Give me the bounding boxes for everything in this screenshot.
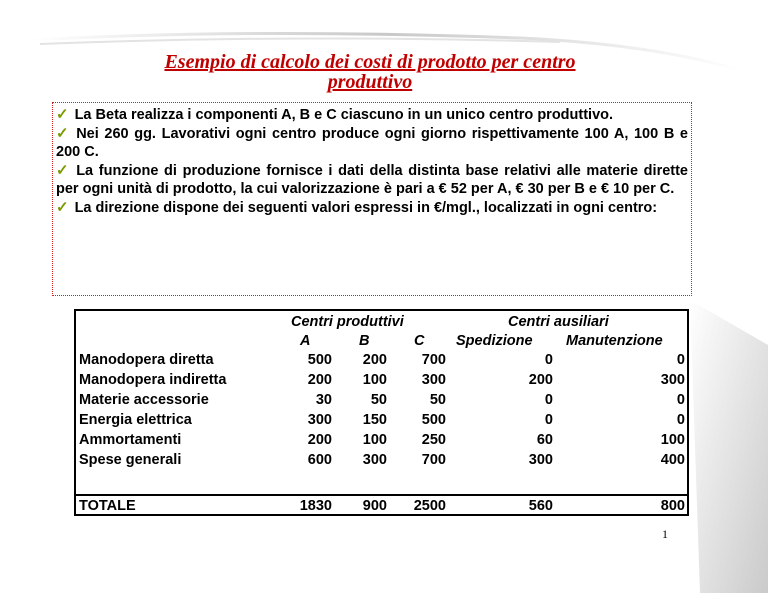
row-label: Materie accessorie	[79, 392, 209, 408]
table-cell: 60	[536, 432, 553, 448]
table-cell: 30	[315, 392, 332, 408]
title-line-1: Esempio di calcolo dei costi di prodotto per centro	[164, 51, 576, 73]
table-cell: 200	[307, 432, 332, 448]
total-cell: 2500	[413, 498, 446, 514]
check-mark-icon: ✓	[56, 161, 71, 179]
col-header-manutenzione: Manutenzione	[566, 333, 663, 349]
table-cell: 300	[528, 452, 553, 468]
total-cell: 1830	[299, 498, 332, 514]
table-cell: 500	[421, 412, 446, 428]
col-header-spedizione: Spedizione	[456, 333, 533, 349]
table-cell: 0	[544, 412, 553, 428]
table-cell: 300	[307, 412, 332, 428]
total-cell: 560	[528, 498, 553, 514]
total-separator	[76, 494, 687, 496]
table-cell: 0	[676, 412, 685, 428]
table-cell: 0	[544, 392, 553, 408]
row-label: Manodopera diretta	[79, 352, 214, 368]
page-number: 1	[662, 527, 668, 541]
col-header-c: C	[414, 333, 425, 349]
title-line-2: produttivo	[327, 71, 413, 93]
total-label: TOTALE	[79, 498, 136, 514]
table-cell: 0	[544, 352, 553, 368]
table-cell: 200	[362, 352, 387, 368]
table-cell: 50	[370, 392, 387, 408]
row-label: Manodopera indiretta	[79, 372, 227, 388]
bullet-item: ✓ La funzione di produzione fornisce i dati della distinta base relativi alle materie dirette per ogni unità di prodotto, la cui valorizzazione è pari a € 52 per A, € 30 per B e € 10 per C.	[56, 161, 688, 197]
table-cell: 200	[528, 372, 553, 388]
bullet-list	[52, 102, 692, 296]
row-label: Ammortamenti	[79, 432, 182, 448]
table-cell: 100	[362, 372, 387, 388]
table-cell: 700	[421, 352, 446, 368]
row-label: Spese generali	[79, 452, 182, 468]
check-mark-icon: ✓	[56, 106, 69, 123]
table-cell: 300	[660, 372, 685, 388]
row-label: Energia elettrica	[79, 412, 192, 428]
table-cell: 100	[362, 432, 387, 448]
table-cell: 0	[676, 352, 685, 368]
table-cell: 700	[421, 452, 446, 468]
cost-table	[74, 309, 689, 516]
table-cell: 250	[421, 432, 446, 448]
table-cell: 300	[362, 452, 387, 468]
check-mark-icon: ✓	[56, 124, 71, 142]
total-cell: 900	[362, 498, 387, 514]
total-cell: 800	[660, 498, 685, 514]
col-header-a: A	[300, 333, 311, 349]
table-cell: 500	[307, 352, 332, 368]
table-cell: 300	[421, 372, 446, 388]
slide-title	[110, 52, 630, 92]
col-header-b: B	[359, 333, 370, 349]
group-header-production: Centri produttivi	[291, 314, 404, 330]
table-cell: 150	[362, 412, 387, 428]
table-cell: 200	[307, 372, 332, 388]
group-header-auxiliary: Centri ausiliari	[508, 314, 609, 330]
table-cell: 600	[307, 452, 332, 468]
check-mark-icon: ✓	[56, 198, 69, 216]
bullet-item: ✓ Nei 260 gg. Lavorativi ogni centro produce ogni giorno rispettivamente 100 A, 100 B e 200 C.	[56, 124, 688, 160]
table-cell: 400	[660, 452, 685, 468]
table-cell: 50	[429, 392, 446, 408]
bullet-item: ✓ La Beta realizza i componenti A, B e C ciascuno in un unico centro produttivo.	[56, 106, 614, 123]
table-cell: 0	[676, 392, 685, 408]
table-cell: 100	[660, 432, 685, 448]
bullet-item: ✓ La direzione dispone dei seguenti valori espressi in €/mgl., localizzati in ogni centro:	[56, 198, 658, 216]
